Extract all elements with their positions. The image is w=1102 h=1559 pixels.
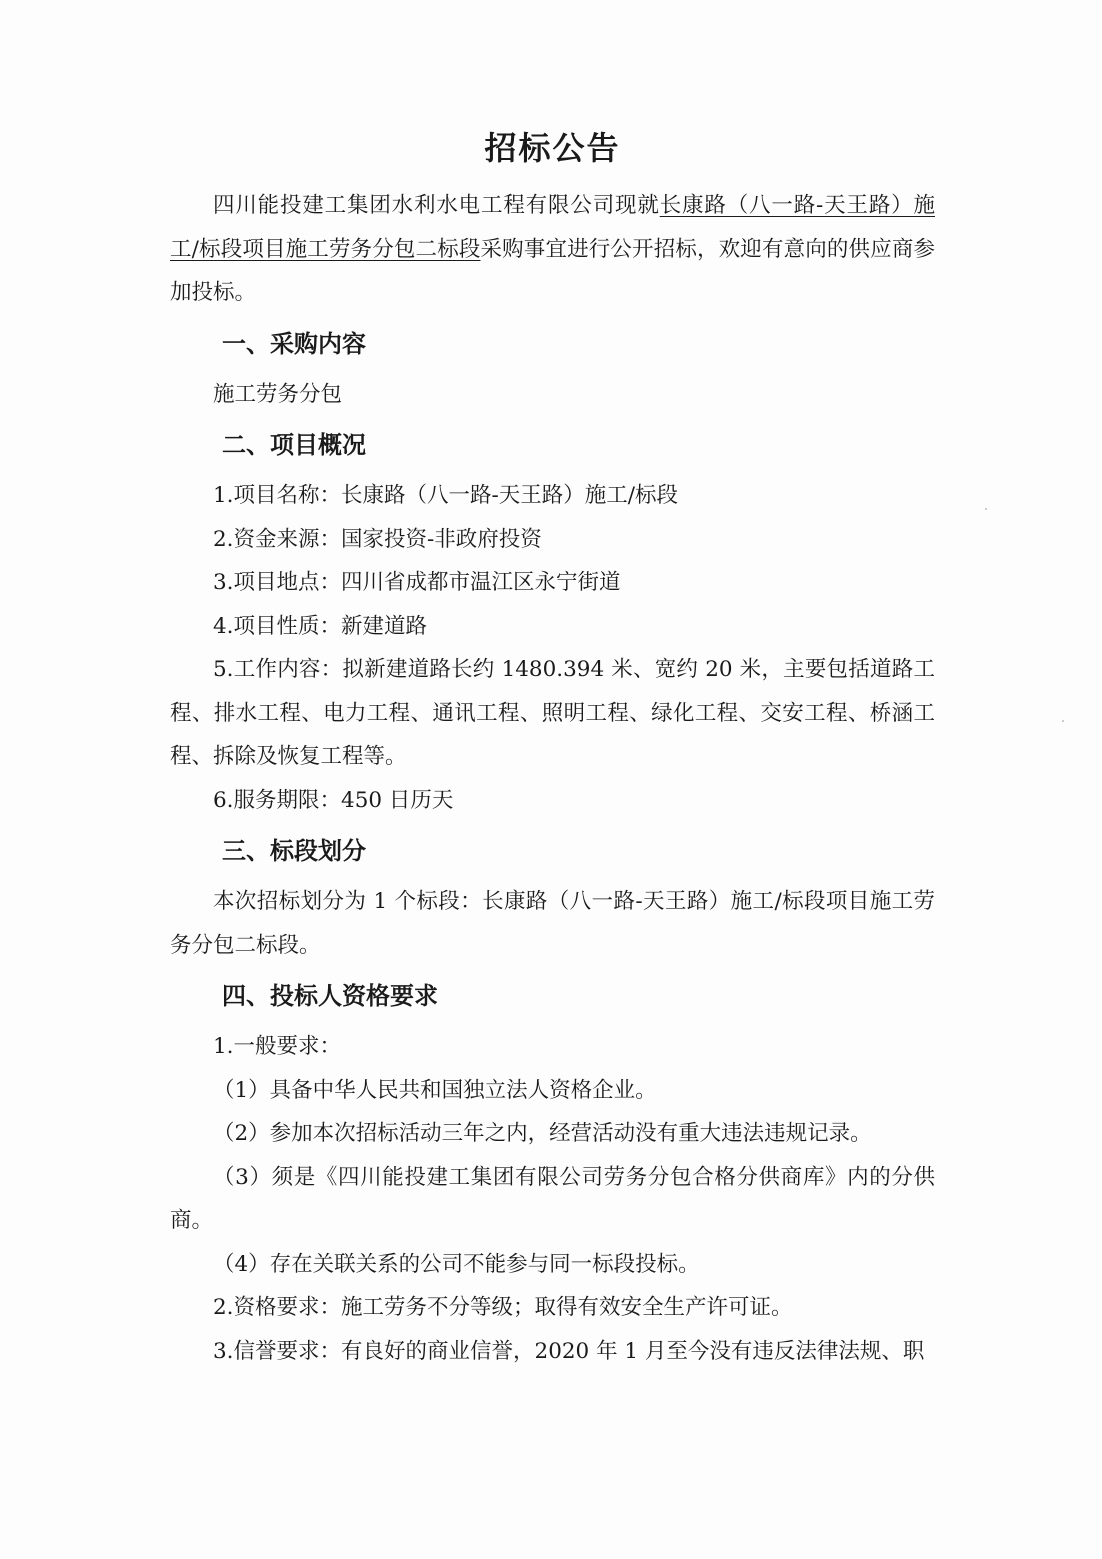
lots-content: 本次招标划分为 1 个标段：长康路（八一路-天王路）施工/标段项目施工劳务分包二标段。 xyxy=(170,889,935,958)
overview-item: 1.项目名称：长康路（八一路-天王路）施工/标段 xyxy=(213,483,679,508)
overview-item: 5.工作内容：拟新建道路长约 1480.394 米、宽约 20 米，主要包括道路工程、排水工程、电力工程、通讯工程、照明工程、绿化工程、交安工程、桥涵工程、拆除及恢复工程等。 xyxy=(170,657,935,769)
page-title: 招标公告 xyxy=(484,129,621,167)
intro-suffix: 采购事宜进行公开招标，欢迎有意向的供应商参加投标。 xyxy=(170,236,935,305)
intro-project-name: 长康路（八一路-天王路）施工/标段项目施工劳务分包二标段 xyxy=(170,193,935,262)
section-heading-procurement: 一、采购内容 xyxy=(222,329,366,358)
overview-item: 3.项目地点：四川省成都市温江区永宁街道 xyxy=(213,570,621,595)
overview-item: 6.服务期限：450 日历天 xyxy=(213,787,454,813)
section-heading-overview: 二、项目概况 xyxy=(222,431,366,459)
section-heading-lots: 三、标段划分 xyxy=(222,837,366,865)
section-heading-qualification: 四、投标人资格要求 xyxy=(222,982,438,1010)
qualification-item: 2.资格要求：施工劳务不分等级；取得有效安全生产许可证。 xyxy=(213,1295,793,1320)
overview-item: 2.资金来源：国家投资-非政府投资 xyxy=(213,526,542,552)
qualification-item: （1）具备中华人民共和国独立法人资格企业。 xyxy=(213,1077,657,1103)
intro-prefix: 四川能投建工集团水利水电工程有限公司现就 xyxy=(213,193,660,218)
document-body xyxy=(170,120,935,1373)
procurement-content: 施工劳务分包 xyxy=(213,381,343,407)
qualification-item: 3.信誉要求：有良好的商业信誉，2020 年 1 月至今没有违反法律法规、职 xyxy=(213,1338,925,1364)
scan-speck xyxy=(1062,720,1064,722)
qualification-item: （3）须是《四川能投建工集团有限公司劳务分包合格分供商库》内的分供商。 xyxy=(170,1164,935,1233)
intro-paragraph xyxy=(170,184,935,315)
qualification-item: （4）存在关联关系的公司不能参与同一标段投标。 xyxy=(213,1251,700,1277)
overview-item: 4.项目性质：新建道路 xyxy=(213,613,428,639)
scan-speck xyxy=(985,508,987,510)
qualification-item: 1.一般要求： xyxy=(213,1034,342,1059)
qualification-item: （2）参加本次招标活动三年之内，经营活动没有重大违法违规记录。 xyxy=(213,1121,872,1146)
